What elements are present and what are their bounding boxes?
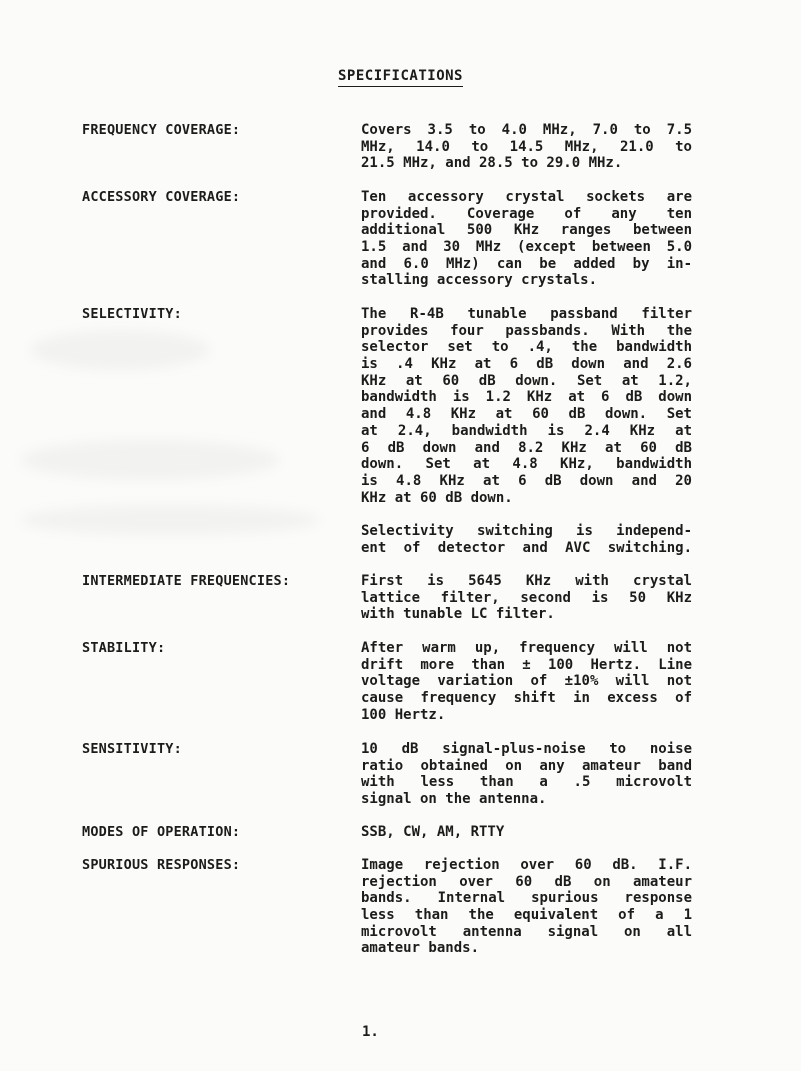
spec-line: voltage variation of ±10% will not bbox=[361, 673, 692, 690]
spec-value-frequency-coverage bbox=[361, 122, 692, 172]
spec-line-blank bbox=[361, 506, 692, 523]
spec-line: and 6.0 MHz) can be added by in- bbox=[361, 255, 692, 272]
spec-label-intermediate-frequencies: INTERMEDIATE FREQUENCIES: bbox=[82, 573, 291, 589]
spec-line: with less than a .5 microvolt bbox=[361, 774, 692, 791]
spec-line: SSB, CW, AM, RTTY bbox=[361, 824, 505, 840]
spec-label-spurious-responses: SPURIOUS RESPONSES: bbox=[82, 857, 241, 873]
spec-label-frequency-coverage: FREQUENCY COVERAGE: bbox=[82, 122, 241, 138]
spec-line: less than the equivalent of a 1 bbox=[361, 907, 692, 924]
page-title: SPECIFICATIONS bbox=[0, 68, 801, 84]
spec-line: selector set to .4, the bandwidth bbox=[361, 339, 692, 356]
spec-line: stalling accessory crystals. bbox=[361, 272, 598, 289]
spec-line: 21.5 MHz, and 28.5 to 29.0 MHz. bbox=[361, 155, 623, 172]
spec-line: After warm up, frequency will not bbox=[361, 640, 692, 656]
spec-line: is .4 KHz at 6 dB down and 2.6 bbox=[361, 356, 692, 373]
spec-value-stability bbox=[361, 640, 692, 723]
spec-line: 1.5 and 30 MHz (except between 5.0 bbox=[361, 239, 692, 256]
spec-value-intermediate-frequencies bbox=[361, 573, 692, 623]
spec-value-accessory-coverage bbox=[361, 189, 692, 289]
paper-smudge bbox=[30, 330, 210, 370]
spec-line: ratio obtained on any amateur band bbox=[361, 757, 692, 774]
spec-line: additional 500 KHz ranges between bbox=[361, 222, 692, 239]
paper-smudge bbox=[20, 505, 320, 535]
spec-line: with tunable LC filter. bbox=[361, 606, 555, 623]
spec-line: amateur bands. bbox=[361, 940, 480, 957]
spec-line: ent of detector and AVC switching. bbox=[361, 539, 692, 556]
spec-line: Covers 3.5 to 4.0 MHz, 7.0 to 7.5 bbox=[361, 122, 692, 138]
spec-line: rejection over 60 dB on amateur bbox=[361, 873, 692, 890]
spec-line: bandwidth is 1.2 KHz at 6 dB down bbox=[361, 389, 692, 406]
paper-smudge bbox=[20, 440, 280, 480]
spec-line: Image rejection over 60 dB. I.F. bbox=[361, 857, 692, 873]
spec-line: MHz, 14.0 to 14.5 MHz, 21.0 to bbox=[361, 138, 692, 155]
spec-line: bands. Internal spurious response bbox=[361, 890, 692, 907]
spec-value-modes-of-operation bbox=[361, 824, 692, 841]
spec-line: is 4.8 KHz at 6 dB down and 20 bbox=[361, 472, 692, 489]
spec-line: Selectivity switching is independ- bbox=[361, 522, 692, 539]
spec-value-selectivity bbox=[361, 306, 692, 556]
spec-line: KHz at 60 dB down. Set at 1.2, bbox=[361, 372, 692, 389]
spec-line: at 2.4, bandwidth is 2.4 KHz at bbox=[361, 422, 692, 439]
spec-label-modes-of-operation: MODES OF OPERATION: bbox=[82, 824, 241, 840]
page-number: 1. bbox=[362, 1024, 379, 1040]
spec-line: provided. Coverage of any ten bbox=[361, 205, 692, 222]
spec-line: microvolt antenna signal on all bbox=[361, 923, 692, 940]
spec-line: drift more than ± 100 Hertz. Line bbox=[361, 656, 692, 673]
spec-line: 100 Hertz. bbox=[361, 706, 446, 723]
spec-label-selectivity: SELECTIVITY: bbox=[82, 306, 182, 322]
spec-line: cause frequency shift in excess of bbox=[361, 690, 692, 707]
spec-line: and 4.8 KHz at 60 dB down. Set bbox=[361, 406, 692, 423]
spec-line: 10 dB signal-plus-noise to noise bbox=[361, 741, 692, 757]
spec-line: signal on the antenna. bbox=[361, 791, 547, 808]
spec-label-stability: STABILITY: bbox=[82, 640, 166, 656]
spec-line: The R-4B tunable passband filter bbox=[361, 306, 692, 322]
spec-line: Ten accessory crystal sockets are bbox=[361, 189, 692, 205]
spec-line: down. Set at 4.8 KHz, bandwidth bbox=[361, 456, 692, 473]
spec-line: lattice filter, second is 50 KHz bbox=[361, 589, 692, 606]
spec-line: 6 dB down and 8.2 KHz at 60 dB bbox=[361, 439, 692, 456]
spec-line: KHz at 60 dB down. bbox=[361, 489, 513, 506]
spec-line: First is 5645 KHz with crystal bbox=[361, 573, 692, 589]
spec-line: provides four passbands. With the bbox=[361, 322, 692, 339]
spec-label-accessory-coverage: ACCESSORY COVERAGE: bbox=[82, 189, 241, 205]
spec-value-sensitivity bbox=[361, 741, 692, 808]
spec-value-spurious-responses bbox=[361, 857, 692, 957]
spec-label-sensitivity: SENSITIVITY: bbox=[82, 741, 182, 757]
